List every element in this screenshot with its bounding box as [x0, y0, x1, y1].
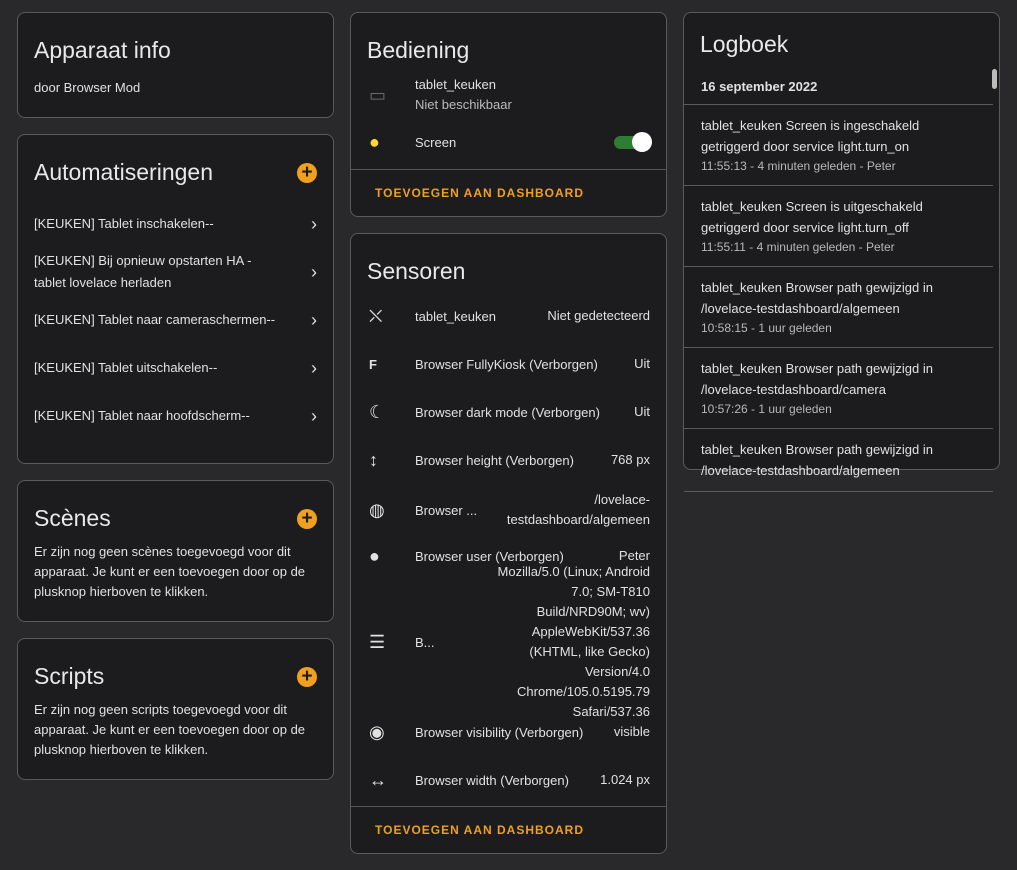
sensor-name: Browser height (Verborgen): [415, 452, 574, 468]
logbook-date: 16 september 2022: [684, 73, 993, 105]
add-to-dashboard-button[interactable]: TOEVOEGEN AAN DASHBOARD: [351, 169, 666, 215]
sensors-card: [350, 233, 667, 854]
media-player-row[interactable]: [351, 75, 666, 115]
sensor-name: B...: [415, 634, 435, 650]
sensor-value: 1.024 px: [600, 772, 650, 787]
sensor-value: Niet gedetecteerd: [547, 308, 650, 323]
add-to-dashboard-button[interactable]: TOEVOEGEN AAN DASHBOARD: [351, 806, 666, 852]
sensor-name: Browser user (Verborgen): [415, 548, 564, 564]
chevron-right-icon: ›: [311, 358, 317, 378]
logbook-entry-text: tablet_keuken Browser path gewijzigd in /lovelace-testdashboard/algemeen: [701, 442, 933, 478]
automation-item[interactable]: [18, 344, 333, 392]
automation-label: [KEUKEN] Tablet naar cameraschermen--: [34, 312, 276, 327]
logbook-entry[interactable]: [684, 105, 993, 186]
media-name: tablet_keuken: [415, 77, 496, 92]
sensor-value: /lovelace-testdashboard/algemeen: [506, 492, 650, 527]
logbook-entry-meta: 10:57:26 - 1 uur geleden: [701, 402, 832, 416]
sensor-row[interactable]: [351, 448, 666, 472]
globe-icon: ◍: [369, 499, 385, 520]
automation-label: [KEUKEN] Tablet inschakelen--: [34, 216, 214, 231]
scripts-card: [17, 638, 334, 780]
logbook-entry-text: tablet_keuken Browser path gewijzigd in /lovelace-testdashboard/camera: [701, 361, 933, 397]
add-script-button[interactable]: +: [297, 667, 317, 687]
sensor-row[interactable]: [351, 400, 666, 424]
logbook-entry[interactable]: [684, 348, 993, 429]
sensor-row[interactable]: [351, 768, 666, 792]
media-state: Niet beschikbaar: [415, 97, 512, 112]
motion-sensor-off-icon: ⛌: [369, 305, 383, 326]
logbook-entry[interactable]: [684, 186, 993, 267]
sensor-value: Uit: [634, 404, 650, 419]
automation-item[interactable]: [18, 392, 333, 440]
chevron-right-icon: ›: [311, 310, 317, 330]
sensor-value: 768 px: [610, 452, 650, 467]
screen-label: Screen: [415, 134, 457, 150]
scripts-title: Scripts: [34, 663, 105, 689]
lightbulb-icon: ●: [369, 131, 380, 152]
sensor-row[interactable]: [351, 564, 666, 719]
device-info-subtitle: door Browser Mod: [34, 80, 141, 95]
controls-title: Bediening: [367, 37, 470, 63]
chevron-right-icon: ›: [311, 214, 317, 234]
controls-card: [350, 12, 667, 217]
scenes-empty-text: Er zijn nog geen scènes toegevoegd voor dit apparaat. Je kunt er een toevoegen door op de plusknop hierboven te klikken.: [34, 544, 306, 599]
sensor-name: Browser dark mode (Verborgen): [415, 404, 600, 420]
logbook-entry[interactable]: [684, 267, 993, 348]
sensors-title: Sensoren: [367, 258, 466, 284]
dark-mode-icon: ☾: [369, 401, 386, 422]
chevron-right-icon: ›: [311, 406, 317, 426]
screen-row[interactable]: [351, 131, 666, 153]
logbook-entry-text: tablet_keuken Screen is ingeschakeld getriggerd door service light.turn_on: [701, 118, 920, 154]
sensor-name: Browser ...: [415, 502, 478, 518]
automations-title: Automatiseringen: [34, 159, 213, 185]
sensor-name: Browser visibility (Verborgen): [415, 724, 584, 740]
arrow-horizontal-icon: ↔: [369, 769, 387, 790]
automation-item[interactable]: [18, 200, 333, 248]
automation-item[interactable]: [18, 296, 333, 344]
logbook-entry-meta: 11:55:13 - 4 minuten geleden - Peter: [701, 159, 896, 173]
device-info-card: [17, 12, 334, 118]
logbook-entry[interactable]: [684, 429, 993, 492]
sensor-name: tablet_keuken: [415, 308, 496, 324]
scripts-empty-text: Er zijn nog geen scripts toegevoegd voor dit apparaat. Je kunt er een toevoegen door op de plusknop hierboven te klikken.: [34, 702, 306, 757]
arrow-vertical-icon: ↕: [369, 449, 378, 470]
eye-icon: ◉: [369, 721, 385, 742]
sensor-row[interactable]: [351, 490, 666, 530]
scenes-title: Scènes: [34, 505, 111, 531]
logbook-card: [683, 12, 1000, 478]
cast-icon: ▭: [369, 84, 387, 105]
logbook-entry-text: tablet_keuken Browser path gewijzigd in /lovelace-testdashboard/algemeen: [701, 280, 933, 316]
automations-card: [17, 134, 334, 464]
logbook-title: Logboek: [700, 31, 789, 57]
scenes-card: [17, 480, 334, 622]
user-agent-icon: ☰: [369, 631, 386, 652]
sensor-value: visible: [613, 724, 650, 739]
chevron-right-icon: ›: [311, 262, 317, 282]
automation-label: [KEUKEN] Tablet naar hoofdscherm--: [34, 408, 250, 423]
sensor-row[interactable]: [351, 352, 666, 376]
logbook-entry-meta: 10:58:15 - 1 uur geleden: [701, 321, 832, 335]
logbook-entry-meta: 11:55:11 - 4 minuten geleden - Peter: [701, 240, 895, 254]
add-automation-button[interactable]: +: [297, 163, 317, 183]
device-info-title: Apparaat info: [34, 37, 171, 63]
account-icon: ●: [369, 545, 380, 566]
automation-label: [KEUKEN] Tablet uitschakelen--: [34, 360, 218, 375]
screen-toggle[interactable]: [612, 133, 650, 151]
logbook-entry-text: tablet_keuken Screen is uitgeschakeld getriggerd door service light.turn_off: [701, 199, 923, 235]
sensor-row[interactable]: [351, 720, 666, 744]
sensor-value: Uit: [634, 356, 650, 371]
automation-item[interactable]: [18, 248, 333, 296]
automation-label: [KEUKEN] Bij opnieuw opstarten HA - tablet lovelace herladen: [34, 253, 252, 290]
sensor-row[interactable]: [351, 304, 666, 328]
sensor-value: Peter: [618, 548, 650, 563]
add-scene-button[interactable]: +: [297, 509, 317, 529]
sensor-value: Mozilla/5.0 (Linux; Android 7.0; SM-T810 Build/NRD90M; wv) AppleWebKit/537.36 (KHTML, like Gecko) Version/4.0 Chrome/105.0.5195.79 Safari/537.36: [497, 564, 650, 719]
sensor-name: Browser width (Verborgen): [415, 772, 569, 788]
sensor-name: Browser FullyKiosk (Verborgen): [415, 356, 598, 372]
fully-kiosk-icon: F: [369, 356, 377, 372]
